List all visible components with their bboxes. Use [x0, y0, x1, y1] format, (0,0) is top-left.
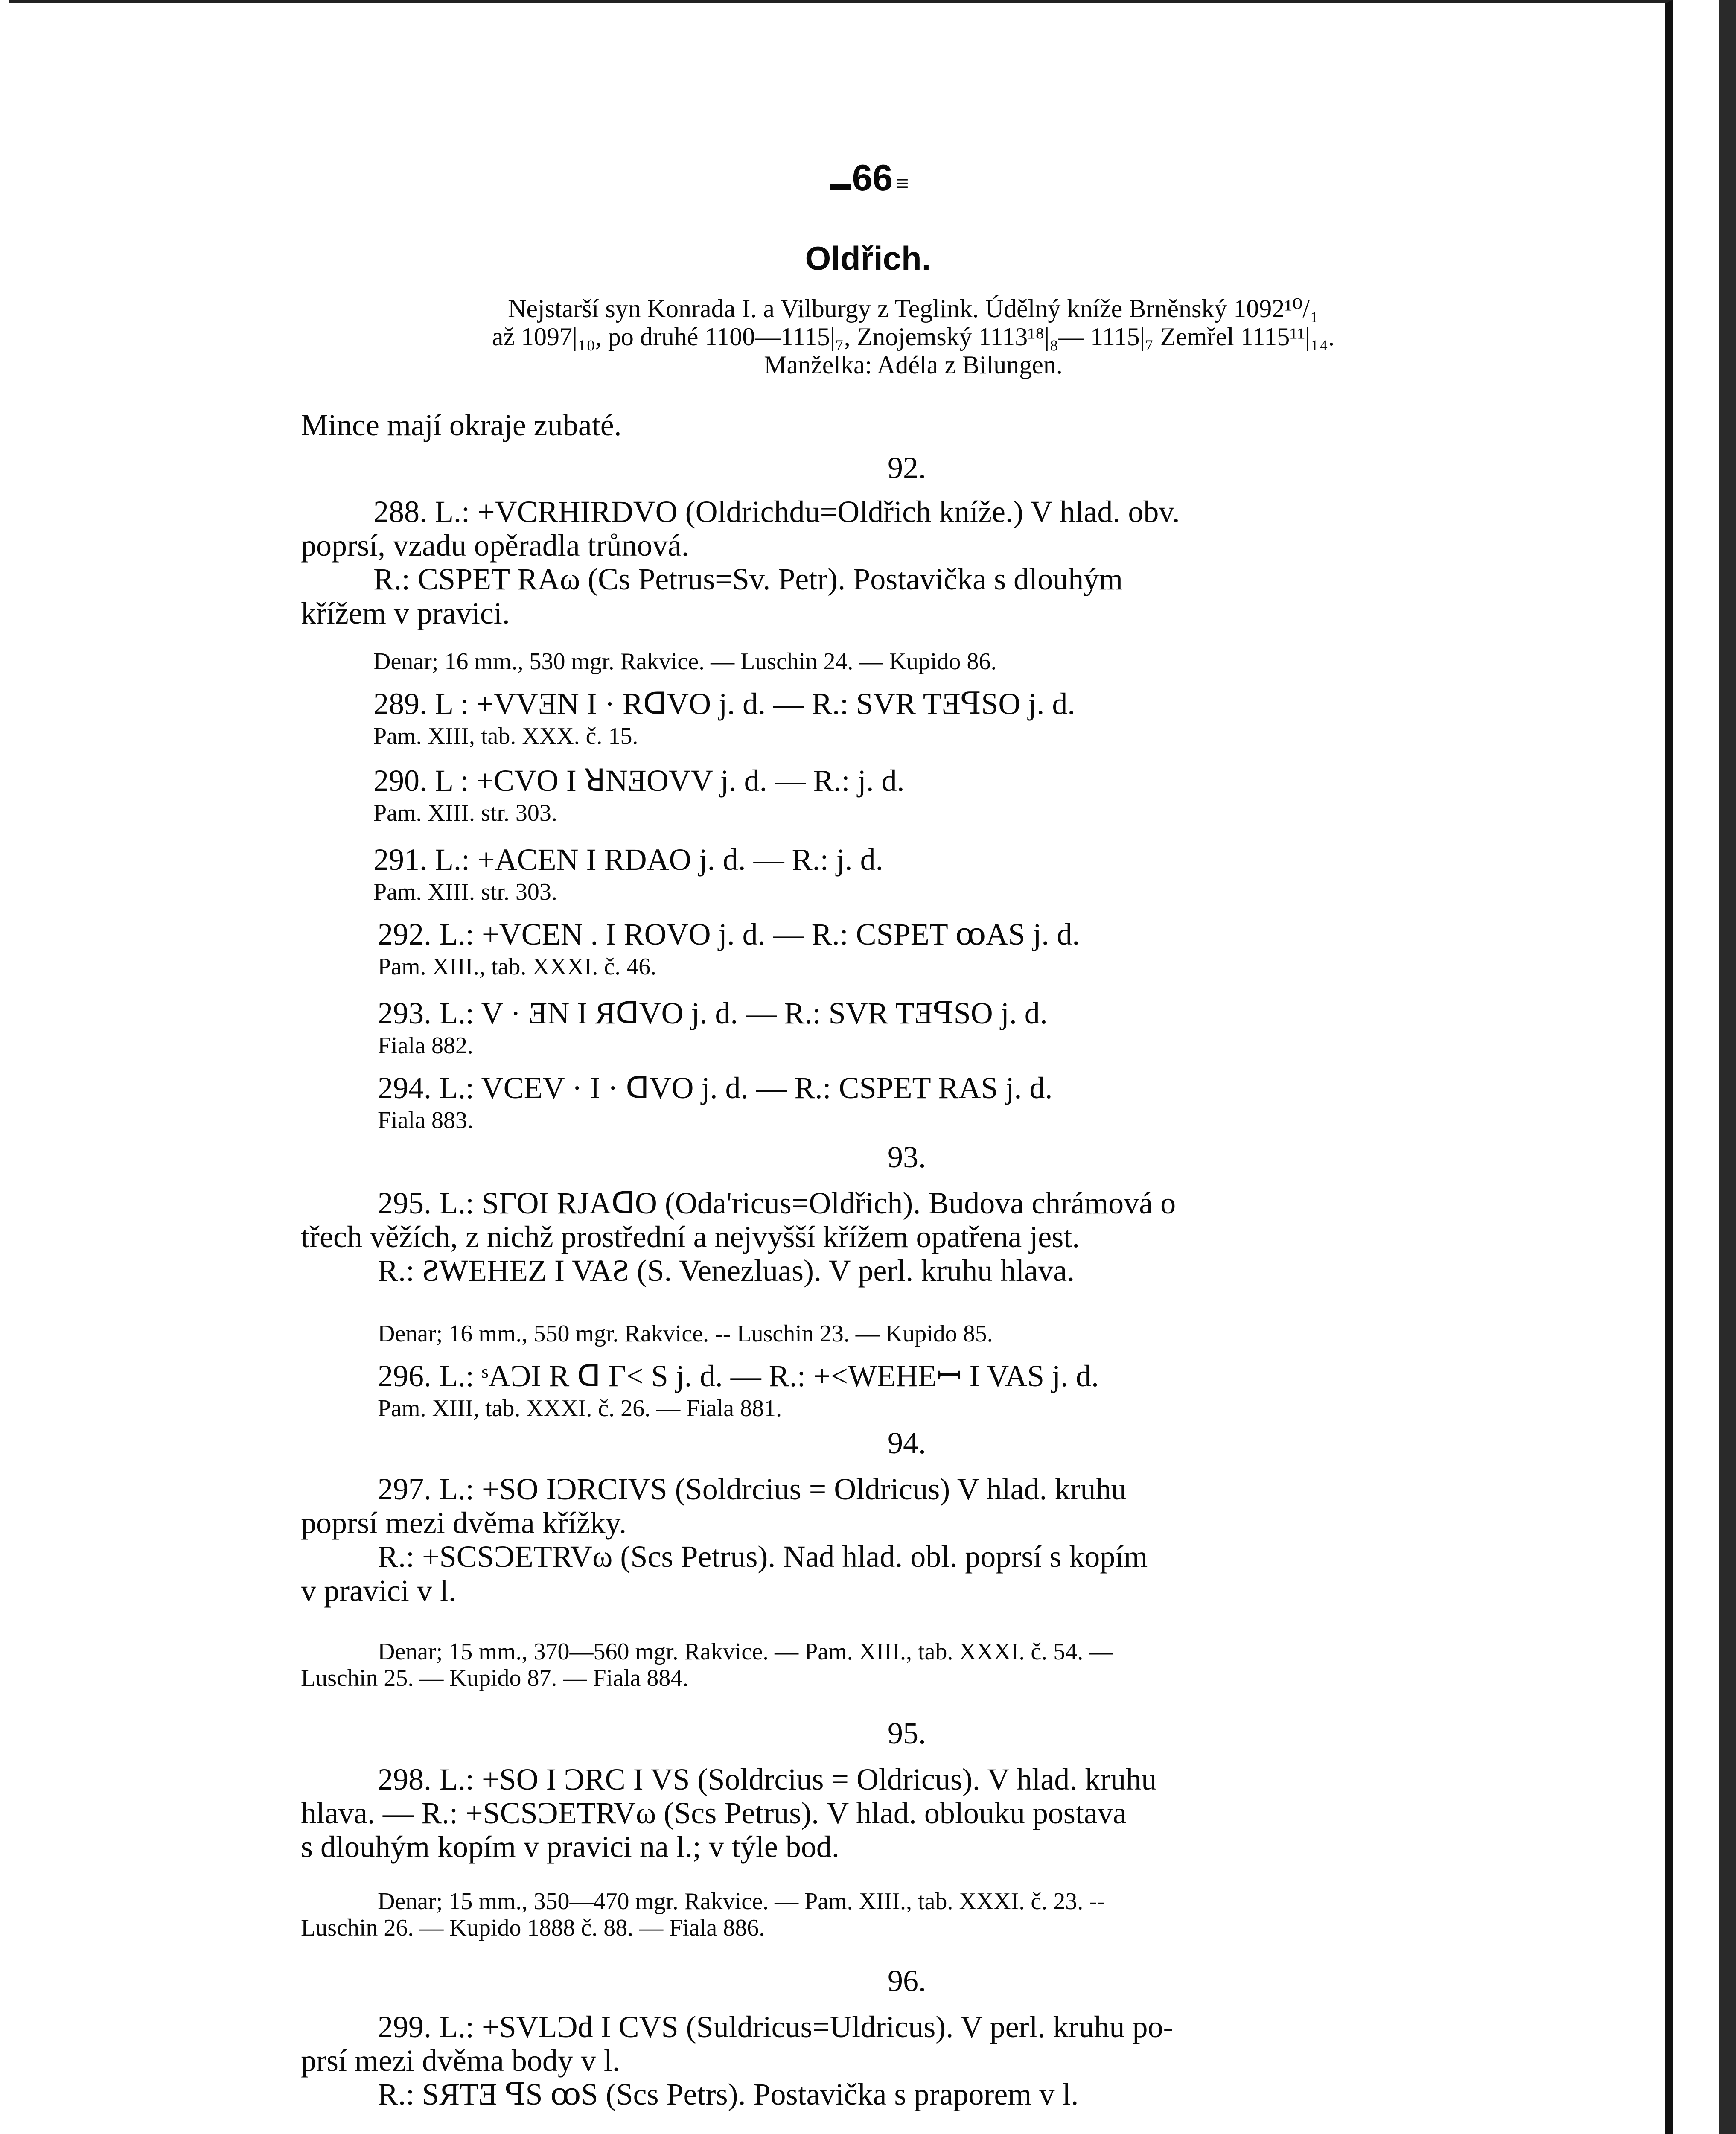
section-number: 93.: [888, 1140, 926, 1174]
entry-299: [301, 2010, 1513, 2112]
reference-line: Luschin 26. — Kupido 1888 č. 88. — Fiala 886.: [301, 1914, 765, 1941]
entry-line: 291. L.: +ACEN I RDAO j. d. — R.: j. d.: [373, 843, 883, 877]
intro-line: Nejstarší syn Konrada I. a Vilburgy z Teglink. Údělný kníže Brněnský 1092¹⁰/₁: [508, 294, 1319, 323]
reference-line: Pam. XIII. str. 303.: [373, 800, 557, 826]
entry-289: [301, 687, 1513, 721]
entry-line: 290. L : +CVO I ꓤNƎOVV j. d. — R.: j. d.: [373, 764, 905, 798]
reference-line: Pam. XIII, tab. XXX. č. 15.: [373, 723, 638, 749]
section-number: 95.: [888, 1716, 926, 1750]
reference-line: Pam. XIII. str. 303.: [373, 879, 557, 905]
entry-294: [301, 1071, 1513, 1105]
reference-line: Fiala 882.: [378, 1032, 473, 1059]
entry-line: 288. L.: +VCRHIRDVO (Oldrichdu=Oldřich kníže.) V hlad. obv.: [373, 495, 1180, 529]
intro-paragraph: [301, 294, 1526, 379]
reference-line: Denar; 15 mm., 370—560 mgr. Rakvice. — Pam. XIII., tab. XXXI. č. 54. —: [378, 1638, 1113, 1665]
entry-line: 294. L.: VCEV · I · ꓷVO j. d. — R.: CSPET RAS j. d.: [378, 1071, 1053, 1105]
reference-line: Fiala 883.: [378, 1107, 473, 1134]
entry-line: prsí mezi dvěma body v l.: [301, 2044, 620, 2078]
entry-line: 298. L.: +SO I ƆRC I VS (Soldrcius = Oldricus). V hlad. kruhu: [378, 1762, 1157, 1796]
entry-line: 299. L.: +SVLƆd I CVS (Suldricus=Uldricus). V perl. kruhu po-: [378, 2010, 1174, 2044]
entry-293: [301, 997, 1513, 1030]
reference-line: Denar; 15 mm., 350—470 mgr. Rakvice. — Pam. XIII., tab. XXXI. č. 23. --: [378, 1888, 1105, 1915]
entry-297: [301, 1472, 1513, 1608]
entry-line: R.: CSPET RAω (Cs Petrus=Sv. Petr). Postavička s dlouhým: [373, 562, 1123, 597]
entry-296: [301, 1359, 1513, 1393]
entry-295-reference: [301, 1321, 1513, 1347]
page-number: [0, 157, 1736, 199]
section-number: 92.: [888, 451, 926, 485]
entry-292-reference: [301, 954, 1513, 980]
reference-line: Pam. XIII, tab. XXXI. č. 26. — Fiala 881.: [378, 1395, 782, 1422]
entry-line: poprsí mezi dvěma křížky.: [301, 1506, 627, 1540]
entry-294-reference: [301, 1108, 1513, 1134]
entry-line: poprsí, vzadu opěradla trůnová.: [301, 528, 689, 563]
entry-290-reference: [301, 800, 1513, 827]
page-title: Oldřich.: [805, 239, 931, 277]
entry-290: [301, 764, 1513, 798]
intro-line: Manželka: Adéla z Bilungen.: [764, 351, 1063, 379]
ornament-right: ≡: [893, 171, 906, 195]
entry-293-reference: [301, 1033, 1513, 1059]
entry-292: [301, 918, 1513, 951]
entry-295: [301, 1187, 1513, 1288]
entry-288: [301, 495, 1513, 630]
entry-line: R.: SЯTƎ ꟼS ꝏS (Scs Petrs). Postavička s praporem v l.: [378, 2077, 1079, 2112]
entry-line: s dlouhým kopím v pravici na l.; v týle bod.: [301, 1830, 839, 1864]
entry-291: [301, 843, 1513, 877]
page-number-text: 66: [852, 157, 893, 198]
entry-line: 297. L.: +SO IƆRCIVS (Soldrcius = Oldricus) V hlad. kruhu: [378, 1472, 1127, 1506]
section-number: 96.: [888, 1964, 926, 1998]
entry-line: 293. L.: V · ƎN I ЯꓷVO j. d. — R.: SVR TƎꟼSO j. d.: [378, 996, 1048, 1030]
entry-297-reference: [301, 1639, 1513, 1691]
entry-296-reference: [301, 1396, 1513, 1422]
intro-line: až 1097|₁₀, po druhé 1100—1115|₇, Znojemský 1113¹⁸|₈— 1115|₇ Zemřel 1115¹¹|₁₄.: [492, 323, 1335, 351]
reference-line: Denar; 16 mm., 530 mgr. Rakvice. — Luschin 24. — Kupido 86.: [373, 648, 997, 675]
entry-line: hlava. — R.: +SCSƆETRVω (Scs Petrus). V hlad. oblouku postava: [301, 1796, 1127, 1831]
entry-298: [301, 1763, 1513, 1864]
entry-line: 296. L.: ˢAƆI R ꓷ Γ< S j. d. — R.: +<WEHEꟷ I VAS j. d.: [378, 1359, 1099, 1393]
reference-line: Luschin 25. — Kupido 87. — Fiala 884.: [301, 1665, 689, 1691]
entry-line: R.: +SCSƆETRVω (Scs Petrus). Nad hlad. obl. poprsí s kopím: [378, 1539, 1148, 1574]
reference-line: Denar; 16 mm., 550 mgr. Rakvice. -- Luschin 23. — Kupido 85.: [378, 1321, 993, 1347]
entry-line: R.: ƧWEHEZ I VAƧ (S. Venezluas). V perl. kruhu hlava.: [378, 1254, 1075, 1288]
entry-298-reference: [301, 1889, 1513, 1941]
entry-line: v pravici v l.: [301, 1573, 456, 1608]
entry-line: 292. L.: +VCEN . I ROVO j. d. — R.: CSPET ꝏAS j. d.: [378, 917, 1080, 951]
entry-line: 295. L.: SΓOI RJAꓷO (Oda'ricus=Oldřich). Budova chrámová o: [378, 1186, 1176, 1220]
section-number: 94.: [888, 1426, 926, 1460]
entry-line: křížem v pravici.: [301, 596, 510, 630]
entry-289-reference: [301, 723, 1513, 750]
entry-288-reference: [301, 649, 1513, 675]
scan-edge: [1719, 0, 1736, 2134]
entry-291-reference: [301, 879, 1513, 906]
reference-line: Pam. XIII., tab. XXXI. č. 46.: [378, 953, 657, 980]
entry-line: 289. L : +VVƎN I · RꓷVO j. d. — R.: SVR TƎꟼSO j. d.: [373, 687, 1075, 721]
ornament-left: ▬: [830, 171, 852, 195]
coin-edge-note: Mince mají okraje zubaté.: [301, 408, 622, 442]
entry-line: třech věžích, z nichž prostřední a nejvyšší křížem opatřena jest.: [301, 1220, 1080, 1254]
